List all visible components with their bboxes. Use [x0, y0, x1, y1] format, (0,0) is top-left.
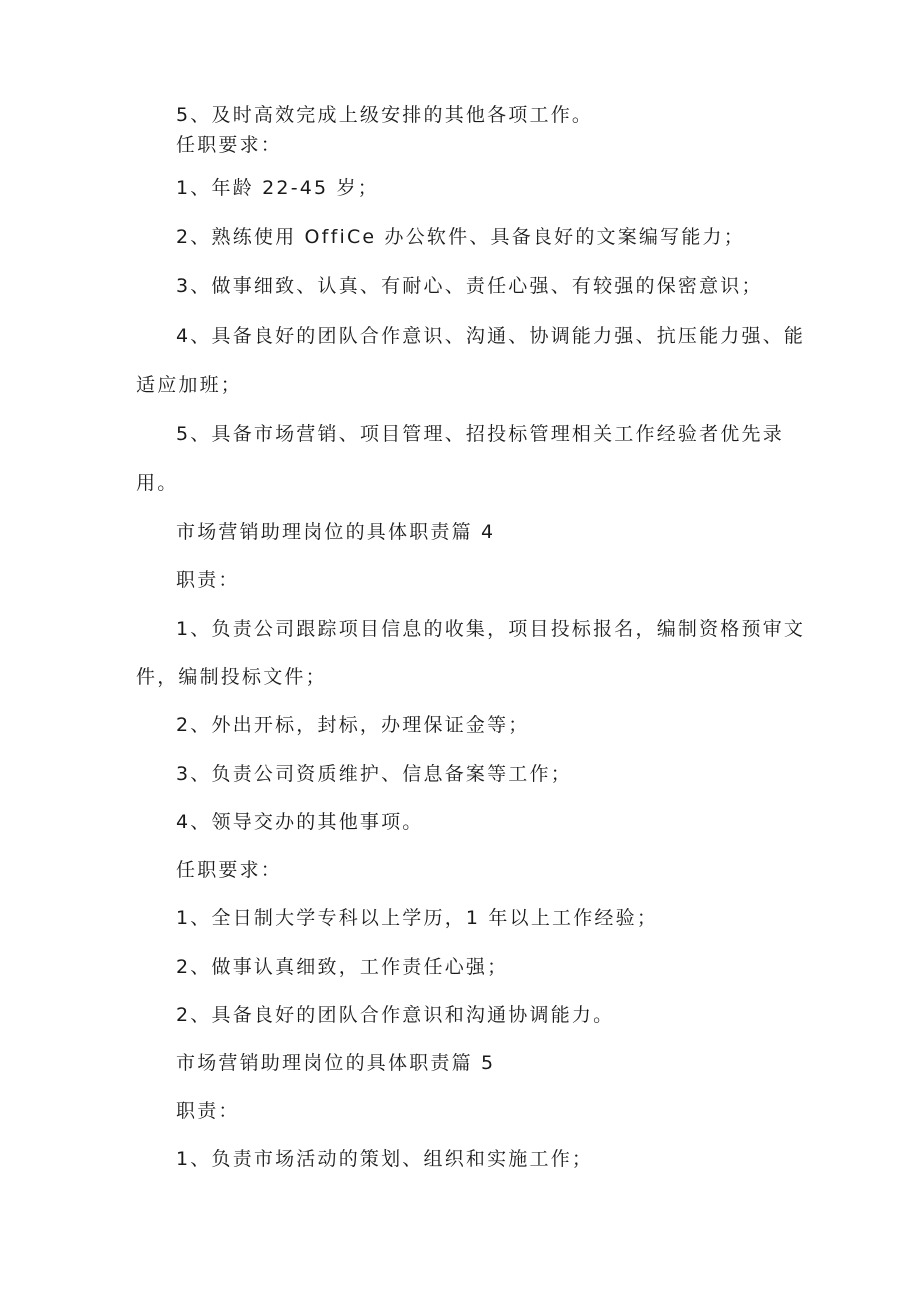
- section-heading: 职责：: [176, 569, 240, 591]
- text-line-continuation: 件，编制投标文件；: [136, 666, 327, 688]
- text-line: 2、熟练使用 OffiCe 办公软件、具备良好的文案编写能力；: [176, 226, 745, 248]
- text-line: 1、年龄 22-45 岁；: [176, 177, 379, 199]
- section-heading: 职责：: [176, 1100, 240, 1122]
- section-heading: 任职要求：: [176, 134, 283, 156]
- text-line: 1、全日制大学专科以上学历，1 年以上工作经验；: [176, 907, 659, 929]
- text-line: 1、负责市场活动的策划、组织和实施工作；: [176, 1148, 594, 1170]
- text-line: 5、具备市场营销、项目管理、招投标管理相关工作经验者优先录: [176, 423, 784, 445]
- text-line: 2、外出开标，封标，办理保证金等；: [176, 714, 530, 736]
- text-line: 4、领导交办的其他事项。: [176, 811, 424, 833]
- text-line: 2、具备良好的团队合作意识和沟通协调能力。: [176, 1004, 615, 1026]
- text-line: 3、做事细致、认真、有耐心、责任心强、有较强的保密意识；: [176, 275, 763, 297]
- text-line: 3、负责公司资质维护、信息备案等工作；: [176, 763, 572, 785]
- section-heading: 任职要求：: [176, 859, 283, 881]
- section-heading: 市场营销助理岗位的具体职责篇 4: [176, 521, 496, 543]
- text-line-continuation: 适应加班；: [136, 374, 243, 396]
- text-line: 1、负责公司跟踪项目信息的收集，项目投标报名，编制资格预审文: [176, 618, 806, 640]
- text-line: 2、做事认真细致，工作责任心强；: [176, 956, 509, 978]
- text-line: 5、及时高效完成上级安排的其他各项工作。: [176, 104, 594, 126]
- text-line: 4、具备良好的团队合作意识、沟通、协调能力强、抗压能力强、能: [176, 325, 806, 347]
- text-line-continuation: 用。: [136, 472, 179, 494]
- section-heading: 市场营销助理岗位的具体职责篇 5: [176, 1052, 496, 1074]
